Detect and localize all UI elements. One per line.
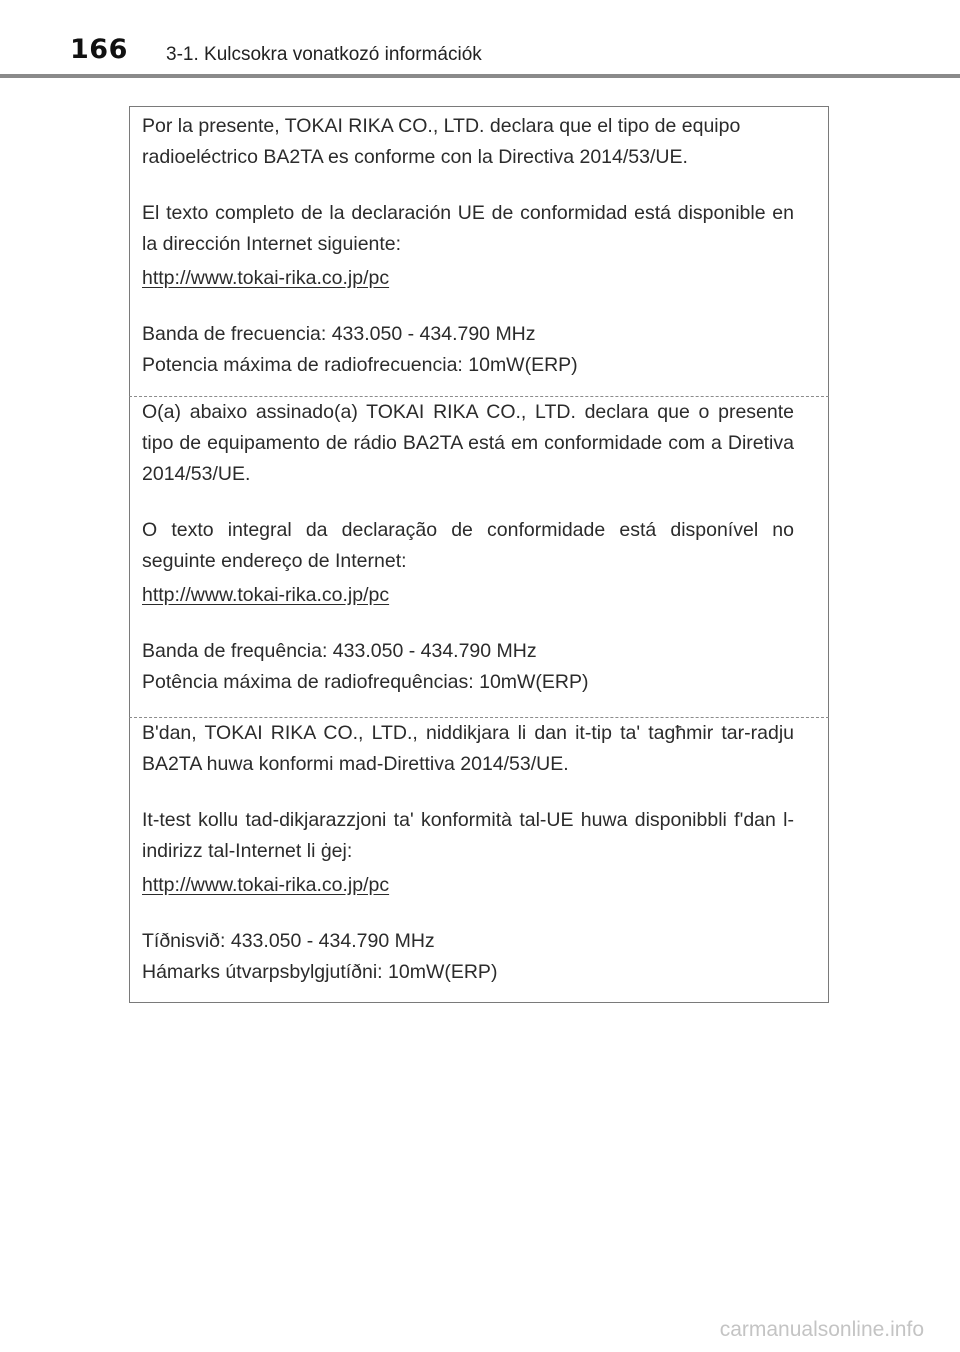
declaration-link[interactable]: http://www.tokai-rika.co.jp/pc — [142, 267, 390, 289]
header-rule — [0, 74, 960, 78]
frequency-text: Banda de frequência: 433.050 - 434.790 MHz — [142, 640, 537, 662]
availability-text: It-test kollu tad-dikjarazzjoni ta' konformità tal-UE huwa disponibbli f'dan l-indirizz tal-Internet li ġej: — [142, 809, 794, 862]
frequency-text: Tíðnisvið: 433.050 - 434.790 MHz — [142, 930, 435, 952]
declaration-block-pt — [142, 397, 794, 698]
watermark: carmanualsonline.info — [719, 1318, 924, 1341]
declaration-link[interactable]: http://www.tokai-rika.co.jp/pc — [142, 584, 390, 606]
power-text: Potência máxima de radiofrequências: 10mW(ERP) — [142, 671, 589, 693]
declaration-text: O(a) abaixo assinado(a) TOKAI RIKA CO., LTD. declara que o presente tipo de equipamento de rádio BA2TA está em conformidade com a Diretiva 2014/53/UE. — [142, 401, 794, 485]
declaration-text: B'dan, TOKAI RIKA CO., LTD., niddikjara li dan it-tip ta' tagħmir tar-radju BA2TA huwa konformi mad-Direttiva 2014/53/UE. — [142, 722, 794, 775]
page-number: 166 — [70, 34, 128, 65]
power-text: Potencia máxima de radiofrecuencia: 10mW(ERP) — [142, 354, 578, 376]
declaration-block-es — [142, 111, 794, 381]
declaration-panel — [129, 106, 829, 1003]
page-header — [0, 0, 960, 78]
power-text: Hámarks útvarpsbylgjutíðni: 10mW(ERP) — [142, 961, 498, 983]
declaration-link[interactable]: http://www.tokai-rika.co.jp/pc — [142, 874, 390, 896]
declaration-text: Por la presente, TOKAI RIKA CO., LTD. declara que el tipo de equipo radioeléctrico BA2TA es conforme con la Directiva 2014/53/UE. — [142, 115, 741, 168]
declaration-block-mt — [142, 718, 794, 988]
section-title: 3-1. Kulcsokra vonatkozó információk — [166, 44, 482, 65]
frequency-text: Banda de frecuencia: 433.050 - 434.790 MHz — [142, 323, 536, 345]
availability-text: El texto completo de la declaración UE de conformidad está disponible en la dirección Internet siguiente: — [142, 202, 794, 255]
availability-text: O texto integral da declaração de conformidade está disponível no seguinte endereço de Internet: — [142, 519, 794, 572]
